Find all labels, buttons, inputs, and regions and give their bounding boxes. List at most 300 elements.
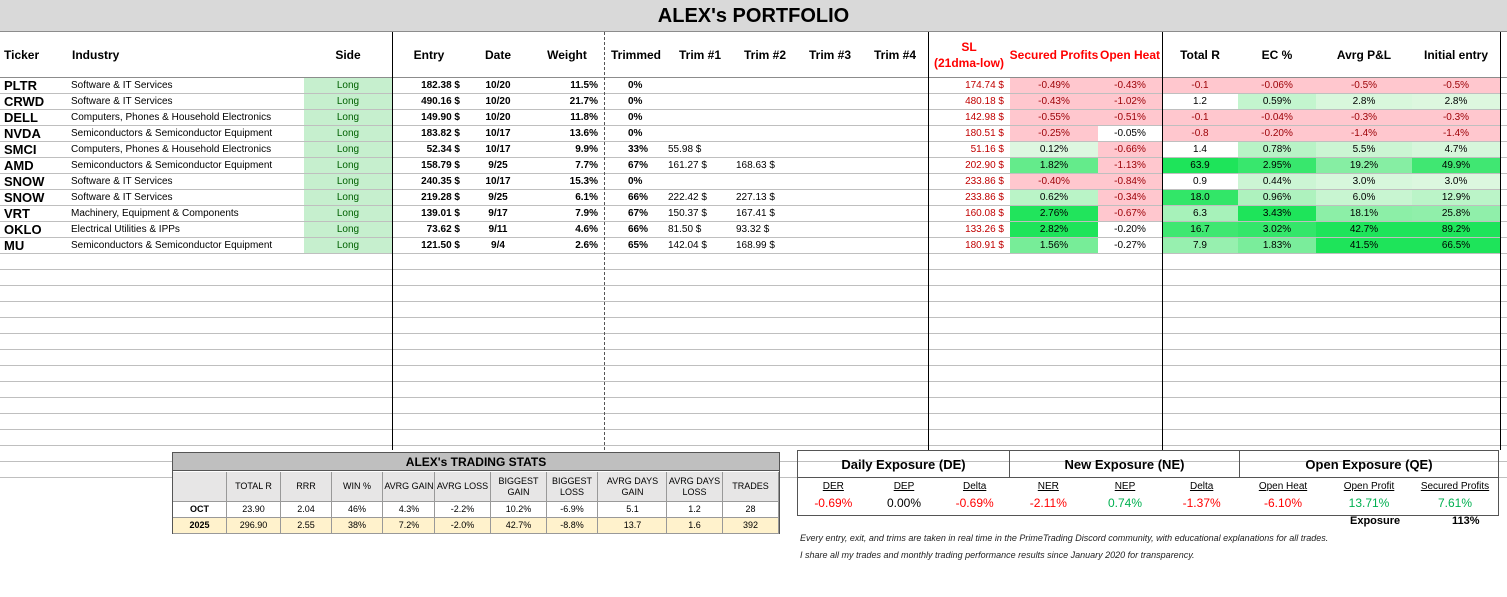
cell-sl: 51.16 $	[970, 144, 1004, 155]
cell-entry: 73.62 $	[426, 224, 460, 235]
cell-sl: 133.26 $	[965, 224, 1004, 235]
cell-side: Long	[304, 158, 392, 173]
cell-trimmed: 0%	[628, 80, 643, 91]
header-ec: EC %	[1261, 47, 1293, 62]
stats-value: 1.2	[667, 502, 723, 517]
cell-trim1: 81.50 $	[668, 224, 702, 235]
cell-trim4	[862, 190, 928, 205]
cell-trim2: 167.41 $	[736, 208, 775, 219]
cell-entry: 219.28 $	[421, 192, 460, 203]
cell-industry: Semiconductors & Semiconductor Equipment	[71, 240, 273, 251]
table-row	[0, 270, 1507, 286]
cell-date: 10/20	[485, 96, 511, 107]
header-weight: Weight	[547, 47, 587, 62]
cell-ec: 0.59%	[1238, 94, 1316, 109]
cell-trim2: 93.32 $	[736, 224, 770, 235]
cell-side: Long	[304, 110, 392, 125]
table-row	[0, 126, 1507, 142]
stats-header-cell: WIN %	[332, 472, 383, 501]
table-row	[0, 174, 1507, 190]
table-row	[0, 110, 1507, 126]
table-row	[0, 142, 1507, 158]
cell-initial: 49.9%	[1412, 158, 1500, 173]
cell-ec: 0.96%	[1238, 190, 1316, 205]
column-divider	[928, 32, 929, 450]
cell-sl: 180.91 $	[965, 240, 1004, 251]
cell-sl: 480.18 $	[965, 96, 1004, 107]
cell-date: 10/20	[485, 112, 511, 123]
table-row	[0, 286, 1507, 302]
cell-sl: 142.98 $	[965, 112, 1004, 123]
cell-trimmed: 67%	[628, 160, 649, 171]
header-side: Side	[335, 47, 361, 62]
table-row	[0, 158, 1507, 174]
cell-trimmed: 0%	[628, 176, 643, 187]
exposure-metric-label: Delta	[962, 481, 987, 492]
stats-value: 7.2%	[384, 518, 435, 533]
header-total-r: Total R	[1180, 47, 1220, 62]
stats-header-cell: AVRG LOSS	[435, 472, 491, 501]
cell-trim2	[732, 110, 798, 125]
stats-value: 2.04	[281, 502, 332, 517]
cell-industry: Software & IT Services	[71, 80, 173, 91]
stats-header-cell: AVRG DAYS GAIN	[599, 472, 667, 501]
cell-entry: 52.34 $	[426, 144, 460, 155]
exposure-metric-value: 7.61%	[1437, 496, 1473, 510]
cell-secured: 0.12%	[1010, 142, 1098, 157]
cell-date: 10/17	[485, 128, 511, 139]
header-industry: Industry	[72, 47, 120, 62]
cell-ticker: OKLO	[4, 222, 42, 237]
header-sl-line1: SL	[961, 39, 977, 54]
cell-weight: 11.5%	[570, 80, 598, 91]
cell-initial: 25.8%	[1412, 206, 1500, 221]
cell-date: 10/17	[485, 144, 511, 155]
cell-trim3	[798, 78, 862, 93]
cell-trimmed: 0%	[628, 128, 643, 139]
header-trim1: Trim #1	[678, 47, 722, 62]
cell-ec: -0.06%	[1238, 78, 1316, 93]
cell-industry: Computers, Phones & Household Electronics	[71, 144, 272, 155]
cell-avg-pl: -1.4%	[1316, 126, 1412, 141]
cell-date: 9/17	[488, 208, 508, 219]
cell-side: Long	[304, 94, 392, 109]
stats-value: 392	[723, 518, 779, 533]
cell-ec: -0.04%	[1238, 110, 1316, 125]
table-row	[0, 302, 1507, 318]
cell-ticker: SNOW	[4, 174, 45, 189]
exposure-metric-label: DEP	[893, 481, 915, 492]
cell-sl: 233.86 $	[965, 192, 1004, 203]
cell-entry: 149.90 $	[421, 112, 460, 123]
header-ticker: Ticker	[4, 47, 40, 62]
cell-sl: 174.74 $	[965, 80, 1004, 91]
cell-industry: Software & IT Services	[71, 96, 173, 107]
table-row	[0, 94, 1507, 110]
cell-open-heat: -1.02%	[1098, 94, 1162, 109]
stats-header-cell: BIGGEST LOSS	[547, 472, 598, 501]
cell-initial: -0.3%	[1412, 110, 1500, 125]
cell-trim4	[862, 174, 928, 189]
header-trim4: Trim #4	[873, 47, 917, 62]
cell-total-r: 1.2	[1162, 94, 1238, 109]
cell-entry: 139.01 $	[421, 208, 460, 219]
stats-value: -2.2%	[435, 502, 491, 517]
cell-avg-pl: 6.0%	[1316, 190, 1412, 205]
cell-trimmed: 33%	[628, 144, 649, 155]
cell-secured: 1.82%	[1010, 158, 1098, 173]
exposure-metric-label: NEP	[1114, 481, 1136, 492]
portfolio-title: ALEX's PORTFOLIO	[0, 0, 1507, 32]
cell-ec: 2.95%	[1238, 158, 1316, 173]
table-row	[0, 254, 1507, 270]
header-avg-pl: Avrg P&L	[1336, 47, 1392, 62]
cell-date: 9/4	[491, 240, 505, 251]
cell-weight: 7.9%	[575, 208, 598, 219]
cell-trim2	[732, 174, 798, 189]
cell-trim1: 150.37 $	[668, 208, 707, 219]
cell-trim4	[862, 158, 928, 173]
column-divider	[1500, 32, 1501, 450]
trading-stats-title: ALEX's TRADING STATS	[173, 453, 779, 471]
cell-trim3	[798, 94, 862, 109]
trading-stats-table	[172, 452, 780, 534]
cell-initial: 4.7%	[1412, 142, 1500, 157]
cell-trim4	[862, 206, 928, 221]
stats-value: 38%	[332, 518, 383, 533]
cell-trim1: 55.98 $	[668, 144, 702, 155]
header-initial-entry: Initial entry	[1423, 47, 1488, 62]
cell-industry: Software & IT Services	[71, 192, 173, 203]
column-divider	[604, 32, 605, 450]
cell-industry: Semiconductors & Semiconductor Equipment	[71, 128, 273, 139]
cell-trim3	[798, 110, 862, 125]
cell-ec: 1.83%	[1238, 238, 1316, 253]
cell-open-heat: -0.51%	[1098, 110, 1162, 125]
cell-avg-pl: -0.5%	[1316, 78, 1412, 93]
cell-ticker: SNOW	[4, 190, 45, 205]
cell-weight: 2.6%	[575, 240, 598, 251]
cell-initial: 12.9%	[1412, 190, 1500, 205]
cell-total-r: 1.4	[1162, 142, 1238, 157]
cell-industry: Electrical Utilities & IPPs	[71, 224, 180, 235]
cell-trim4	[862, 222, 928, 237]
cell-weight: 7.7%	[575, 160, 598, 171]
cell-side: Long	[304, 206, 392, 221]
exposure-panel	[797, 450, 1499, 516]
cell-ticker: CRWD	[4, 94, 45, 109]
cell-total-r: 16.7	[1162, 222, 1238, 237]
cell-date: 9/11	[488, 224, 508, 235]
cell-trim4	[862, 94, 928, 109]
exposure-metric-label: Open Profit	[1343, 481, 1395, 492]
cell-weight: 21.7%	[569, 96, 598, 107]
cell-trim4	[862, 126, 928, 141]
cell-secured: -0.25%	[1010, 126, 1098, 141]
stats-value: 46%	[332, 502, 383, 517]
stats-value: 1.6	[667, 518, 723, 533]
cell-ticker: MU	[4, 238, 25, 253]
cell-open-heat: -0.20%	[1114, 224, 1146, 235]
cell-trim3	[798, 158, 862, 173]
header-date: Date	[484, 47, 511, 62]
cell-trim2: 168.99 $	[736, 240, 775, 251]
cell-total-r: 63.9	[1162, 158, 1238, 173]
stats-value: 5.1	[599, 502, 667, 517]
cell-ec: 0.44%	[1238, 174, 1316, 189]
stats-header-cell: AVRG DAYS LOSS	[667, 472, 723, 501]
exposure-metric-value: 0.00%	[886, 496, 921, 510]
cell-industry: Semiconductors & Semiconductor Equipment	[71, 160, 273, 171]
stats-header-cell: BIGGEST GAIN	[491, 472, 547, 501]
cell-sl: 202.90 $	[965, 160, 1004, 171]
table-row	[0, 238, 1507, 254]
cell-ticker: VRT	[4, 206, 30, 221]
daily-exposure-title: Daily Exposure (DE)	[798, 451, 1010, 478]
cell-trimmed: 65%	[628, 240, 649, 251]
cell-trim1	[668, 94, 732, 109]
exposure-metric-value: -2.11%	[1029, 496, 1067, 510]
cell-secured: 2.82%	[1010, 222, 1098, 237]
stats-value: -8.8%	[547, 518, 598, 533]
cell-entry: 183.82 $	[421, 128, 460, 139]
header-open-heat: Open Heat	[1099, 47, 1160, 62]
cell-trim3	[798, 126, 862, 141]
cell-total-r: 6.3	[1162, 206, 1238, 221]
cell-trim3	[798, 190, 862, 205]
cell-ec: 0.78%	[1238, 142, 1316, 157]
table-row	[0, 78, 1507, 94]
cell-ec: 3.43%	[1238, 206, 1316, 221]
cell-industry: Machinery, Equipment & Components	[71, 208, 239, 219]
cell-side: Long	[304, 190, 392, 205]
exposure-metric-value: -6.10%	[1263, 496, 1303, 510]
exposure-metric-value: -0.69%	[814, 496, 853, 510]
exposure-metric-value: 13.71%	[1348, 496, 1390, 510]
cell-weight: 13.6%	[569, 128, 598, 139]
stats-row-label: 2025	[173, 518, 227, 533]
cell-open-heat: -0.43%	[1098, 78, 1162, 93]
stats-row-label: OCT	[173, 502, 227, 517]
cell-open-heat: -0.05%	[1114, 128, 1146, 139]
cell-date: 10/17	[485, 176, 511, 187]
cell-avg-pl: 42.7%	[1316, 222, 1412, 237]
cell-secured: -0.40%	[1010, 174, 1098, 189]
exposure-metric-label: Secured Profits	[1420, 481, 1490, 492]
table-row	[0, 334, 1507, 350]
header-secured-profits: Secured Profits	[1010, 47, 1098, 62]
cell-side: Long	[304, 126, 392, 141]
cell-secured: -0.55%	[1010, 110, 1098, 125]
note-line-2: I share all my trades and monthly trading performance results since January 2020 for transparency.	[800, 550, 1195, 560]
table-row	[0, 414, 1507, 430]
stats-row	[173, 502, 779, 518]
cell-initial: 2.8%	[1412, 94, 1500, 109]
exposure-metric-label: Open Heat	[1258, 481, 1308, 492]
new-exposure-title: New Exposure (NE)	[1010, 451, 1240, 478]
cell-avg-pl: 18.1%	[1316, 206, 1412, 221]
cell-secured: 2.76%	[1010, 206, 1098, 221]
exposure-value: 113%	[1452, 515, 1480, 527]
header-sl-line2: (21dma-low)	[933, 55, 1004, 70]
exposure-metric-value: -0.69%	[955, 496, 994, 510]
cell-total-r: 0.9	[1162, 174, 1238, 189]
header-stop-loss	[928, 32, 1010, 77]
cell-trim3	[798, 238, 862, 253]
cell-trimmed: 0%	[628, 96, 643, 107]
cell-avg-pl: 19.2%	[1316, 158, 1412, 173]
cell-trim2	[732, 94, 798, 109]
exposure-metric-value: -1.37%	[1182, 496, 1221, 510]
cell-secured: -0.49%	[1010, 78, 1098, 93]
cell-trim1: 142.04 $	[668, 240, 707, 251]
header-trim2: Trim #2	[743, 47, 787, 62]
open-exposure-title: Open Exposure (QE)	[1240, 451, 1498, 478]
cell-trimmed: 66%	[628, 224, 649, 235]
header-trimmed: Trimmed	[610, 47, 661, 62]
cell-initial: -0.5%	[1412, 78, 1500, 93]
cell-initial: 89.2%	[1412, 222, 1500, 237]
cell-avg-pl: 2.8%	[1316, 94, 1412, 109]
note-line-1: Every entry, exit, and trims are taken in real time in the PrimeTrading Discord community, with educational explanations for all trades.	[800, 533, 1329, 543]
cell-weight: 6.1%	[575, 192, 598, 203]
stats-corner	[173, 472, 227, 501]
stats-row	[173, 518, 779, 534]
stats-value: 23.90	[227, 502, 281, 517]
cell-trim1: 161.27 $	[668, 160, 707, 171]
stats-header-cell: TOTAL R	[227, 472, 281, 501]
table-row	[0, 430, 1507, 446]
cell-avg-pl: 3.0%	[1316, 174, 1412, 189]
stats-value: 42.7%	[491, 518, 547, 533]
cell-side: Long	[304, 142, 392, 157]
cell-avg-pl: 41.5%	[1316, 238, 1412, 253]
exposure-metric-label: NER	[1037, 481, 1059, 492]
cell-trimmed: 67%	[628, 208, 649, 219]
cell-trim2: 227.13 $	[736, 192, 775, 203]
cell-sl: 180.51 $	[965, 128, 1004, 139]
cell-trim1: 222.42 $	[668, 192, 707, 203]
cell-total-r: -0.1	[1162, 78, 1238, 93]
column-divider	[392, 32, 393, 450]
table-row	[0, 222, 1507, 238]
cell-date: 9/25	[488, 192, 508, 203]
cell-ticker: DELL	[4, 110, 38, 125]
header-entry: Entry	[413, 47, 445, 62]
table-row	[0, 190, 1507, 206]
cell-ticker: PLTR	[4, 78, 37, 93]
stats-value: 10.2%	[491, 502, 547, 517]
cell-side: Long	[304, 238, 392, 253]
cell-date: 9/25	[488, 160, 508, 171]
cell-trim4	[862, 110, 928, 125]
cell-weight: 15.3%	[569, 176, 598, 187]
cell-ec: -0.20%	[1238, 126, 1316, 141]
cell-weight: 11.8%	[570, 112, 598, 123]
stats-header-cell: RRR	[281, 472, 332, 501]
cell-side: Long	[304, 78, 392, 93]
cell-trimmed: 0%	[628, 112, 643, 123]
cell-entry: 121.50 $	[421, 240, 460, 251]
stats-header-cell: AVRG GAIN	[384, 472, 435, 501]
cell-trim1	[668, 174, 732, 189]
cell-trim2	[732, 78, 798, 93]
cell-trim2: 168.63 $	[736, 160, 775, 171]
table-row	[0, 382, 1507, 398]
cell-side: Long	[304, 222, 392, 237]
table-row	[0, 398, 1507, 414]
cell-trim2	[732, 126, 798, 141]
cell-entry: 158.79 $	[421, 160, 460, 171]
cell-trim4	[862, 142, 928, 157]
cell-total-r: 7.9	[1162, 238, 1238, 253]
cell-trim3	[798, 222, 862, 237]
stats-header-row	[173, 472, 779, 502]
cell-open-heat: -0.34%	[1098, 190, 1162, 205]
exposure-label: Exposure	[1350, 515, 1401, 527]
cell-total-r: -0.8	[1162, 126, 1238, 141]
cell-secured: 0.62%	[1010, 190, 1098, 205]
stats-value: -6.9%	[547, 502, 598, 517]
cell-trim1	[668, 78, 732, 93]
cell-secured: 1.56%	[1010, 238, 1098, 253]
cell-total-r: 18.0	[1162, 190, 1238, 205]
table-row	[0, 206, 1507, 222]
cell-open-heat: -0.67%	[1098, 206, 1162, 221]
cell-trim3	[798, 174, 862, 189]
exposure-metric-label: Delta	[1189, 481, 1214, 492]
header-trim3: Trim #3	[808, 47, 852, 62]
cell-date: 10/20	[485, 80, 511, 91]
cell-ticker: AMD	[4, 158, 34, 173]
exposure-metric-label: DER	[822, 481, 844, 492]
cell-secured: -0.43%	[1010, 94, 1098, 109]
cell-industry: Software & IT Services	[71, 176, 173, 187]
column-divider	[1162, 32, 1163, 450]
cell-trimmed: 66%	[628, 192, 649, 203]
table-row	[0, 350, 1507, 366]
cell-entry: 490.16 $	[421, 96, 460, 107]
cell-trim4	[862, 78, 928, 93]
cell-entry: 240.35 $	[421, 176, 460, 187]
cell-ticker: SMCI	[4, 142, 37, 157]
cell-trim1	[668, 126, 732, 141]
cell-trim3	[798, 142, 862, 157]
cell-weight: 9.9%	[575, 144, 598, 155]
cell-ticker: NVDA	[4, 126, 41, 141]
cell-trim2	[732, 142, 798, 157]
cell-open-heat: -0.66%	[1098, 142, 1162, 157]
stats-value: 28	[723, 502, 779, 517]
cell-open-heat: -0.84%	[1098, 174, 1162, 189]
cell-ec: 3.02%	[1238, 222, 1316, 237]
stats-value: 4.3%	[384, 502, 435, 517]
cell-sl: 233.86 $	[965, 176, 1004, 187]
cell-trim3	[798, 206, 862, 221]
stats-value: -2.0%	[435, 518, 491, 533]
cell-total-r: -0.1	[1162, 110, 1238, 125]
table-row	[0, 366, 1507, 382]
cell-initial: -1.4%	[1412, 126, 1500, 141]
cell-side: Long	[304, 174, 392, 189]
cell-initial: 66.5%	[1412, 238, 1500, 253]
cell-sl: 160.08 $	[965, 208, 1004, 219]
cell-trim4	[862, 238, 928, 253]
table-row	[0, 318, 1507, 334]
exposure-metric-value: 0.74%	[1107, 496, 1142, 510]
cell-entry: 182.38 $	[421, 80, 460, 91]
cell-avg-pl: 5.5%	[1316, 142, 1412, 157]
